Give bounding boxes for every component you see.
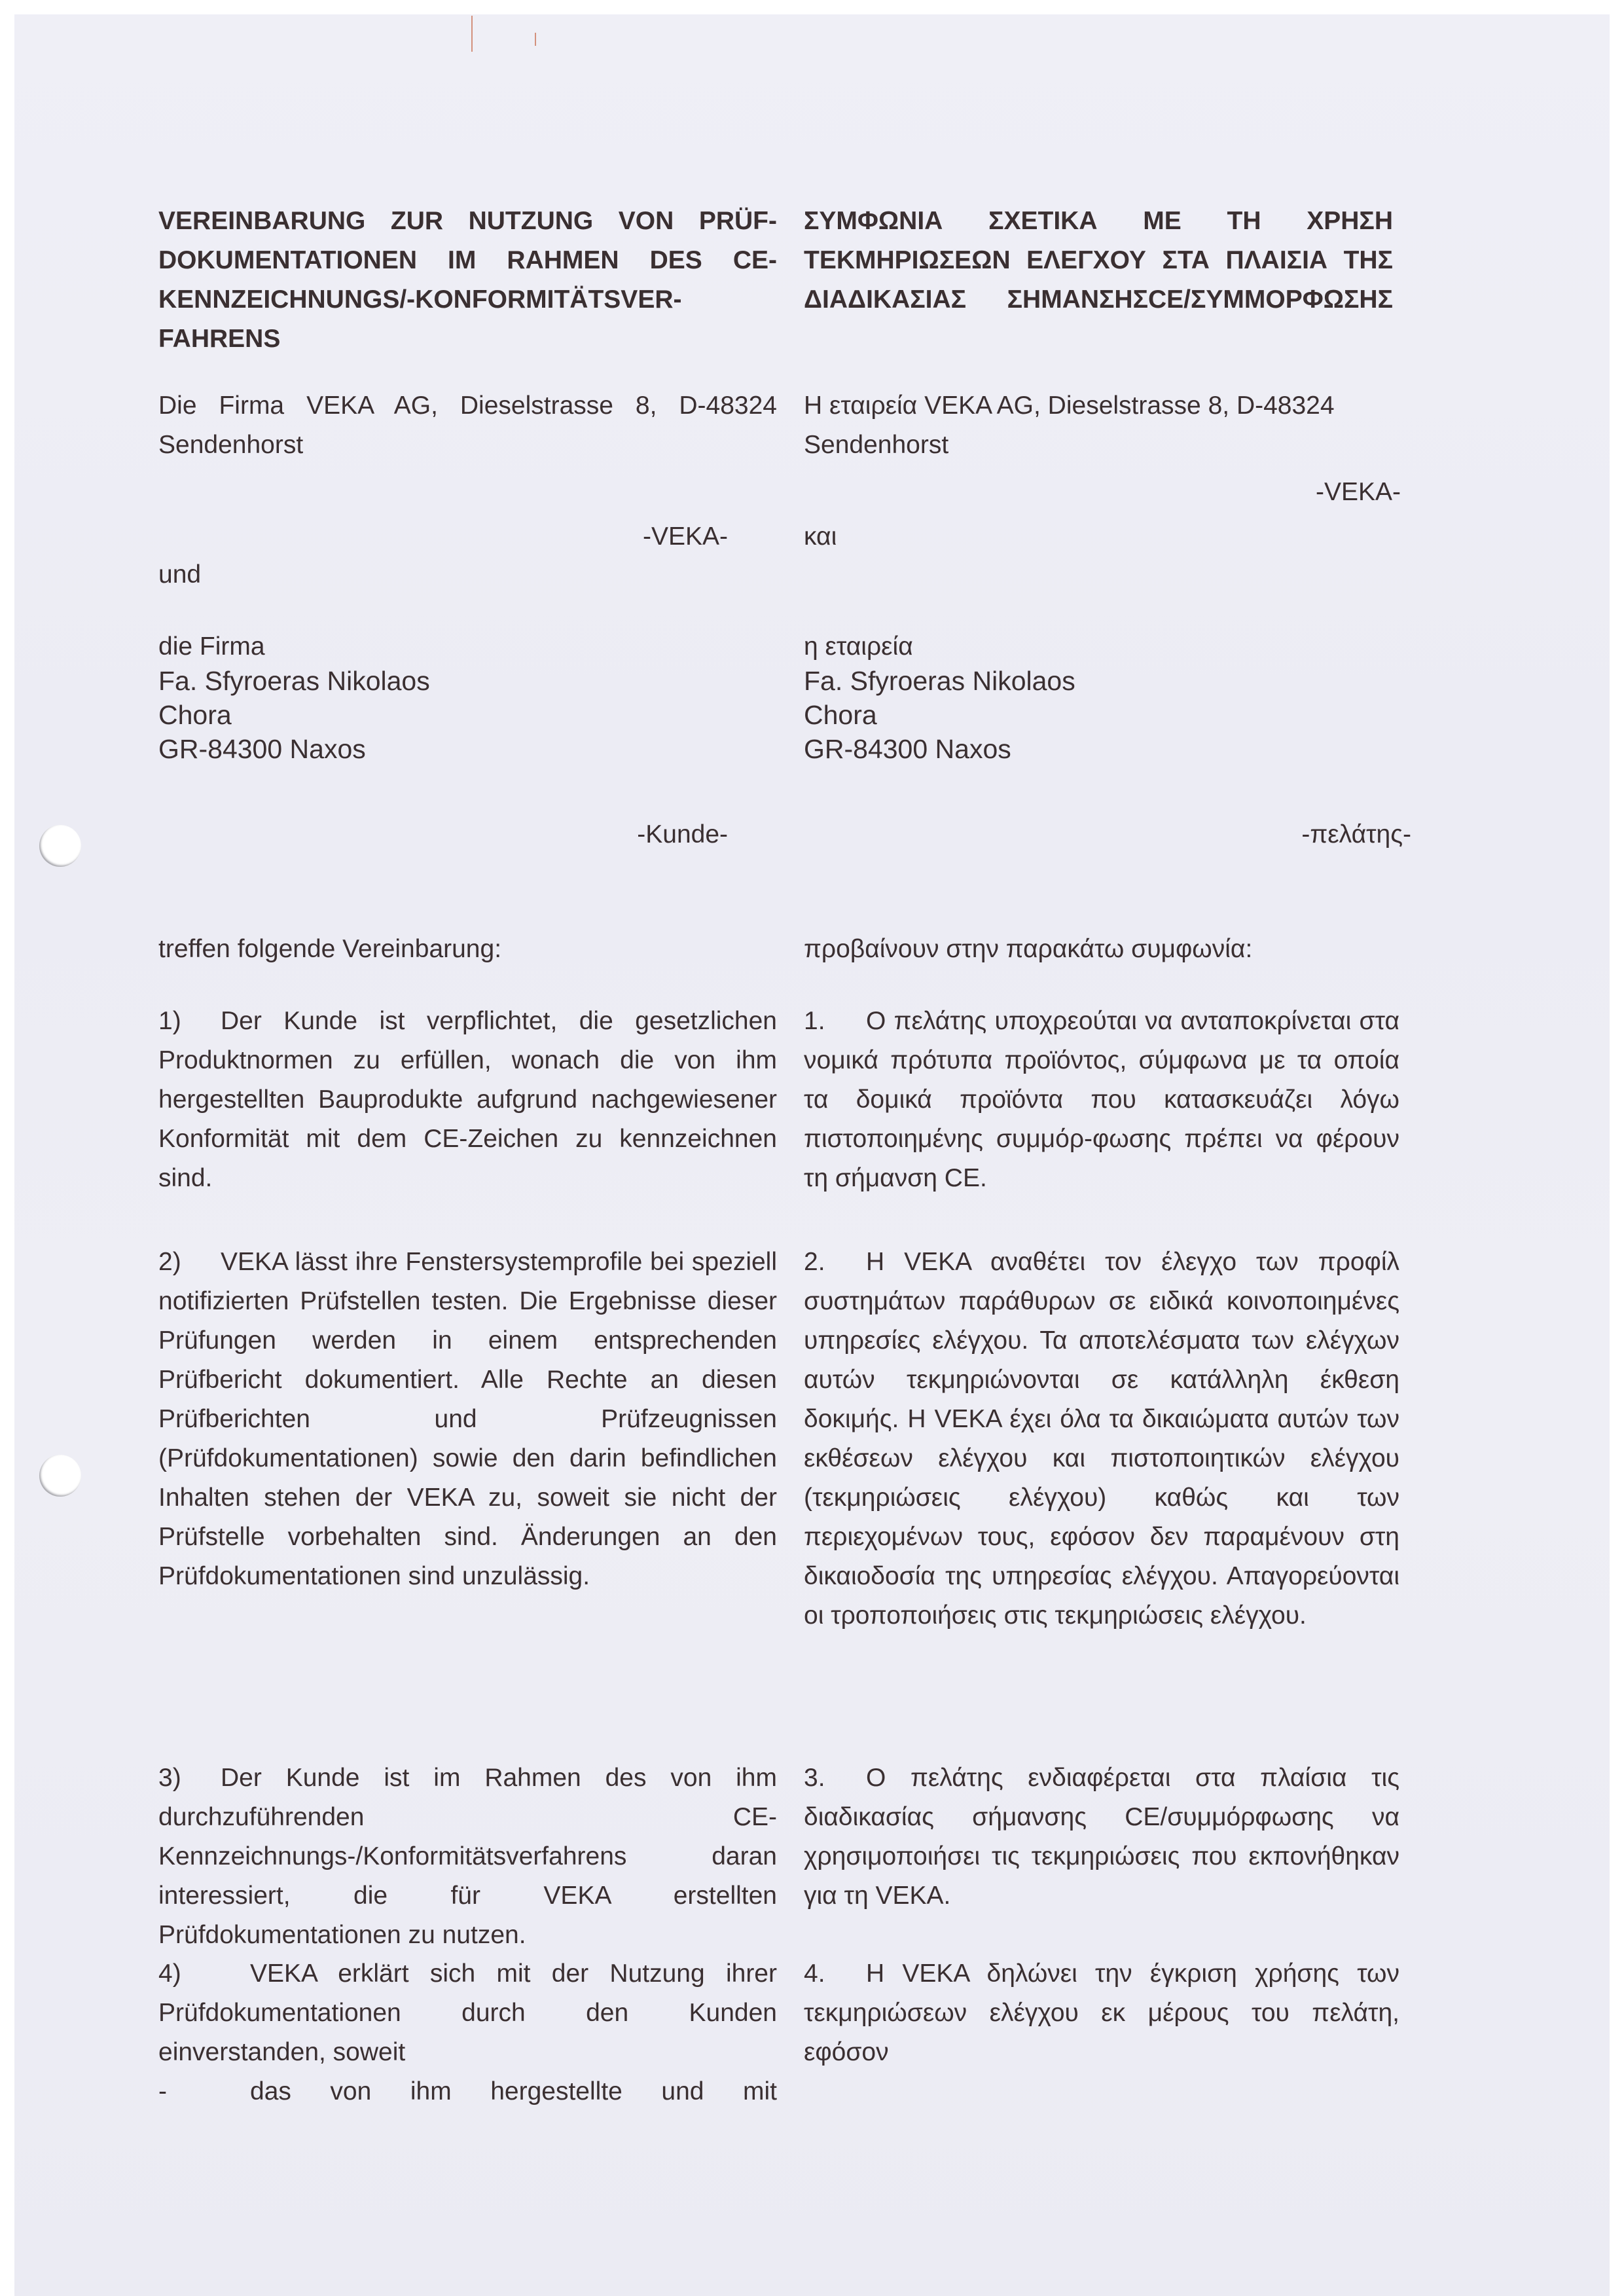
clause-number: 2. [804, 1248, 825, 1276]
greek-party2-city: Chora [804, 700, 877, 730]
greek-clause-1 [804, 1002, 1399, 1198]
clause-text: VEKA erklärt sich mit der Nutzung ihrer Prüfdokumentationen durch den Kunden einverstanden, soweit [158, 1959, 777, 2066]
clause-number: 4. [804, 1959, 825, 1988]
clause-text: Ο πελάτης ενδιαφέρεται στα πλαίσια τις διαδικασίας σήμανσης CE/συμμόρφωσης να χρησιμοποιήσει τις τεκμηριώσεις που εκπονήθηκαν για τη VEKA. [804, 1764, 1399, 1910]
german-party1 [158, 386, 777, 465]
clause-number: 1) [158, 1007, 181, 1035]
german-party2-city: Chora [158, 700, 232, 730]
german-clause-4-bullet [158, 2072, 777, 2111]
german-party2-role: -Kunde- [637, 820, 728, 848]
german-clause-1 [158, 1002, 777, 1198]
greek-party2-intro: η εταιρεία [804, 632, 913, 661]
clause-number: 3. [804, 1764, 825, 1792]
german-title [158, 202, 777, 359]
german-party2-name: Fa. Sfyroeras Nikolaos [158, 666, 430, 696]
german-party2-postal: GR-84300 Naxos [158, 734, 366, 764]
clause-text: Der Kunde ist im Rahmen des von ihm durchzuführenden CE-Kennzeichnungs-/Konformitätsverfahrens daran interessiert, die für VEKA erstellten Prüfdokumentationen zu nutzen. [158, 1764, 777, 1949]
clause-number: 3) [158, 1764, 181, 1792]
clause-number: 4) [158, 1959, 181, 1988]
german-clause-4 [158, 1954, 777, 2072]
scan-mark [535, 33, 536, 46]
german-party1-role: -VEKA- [642, 522, 728, 551]
clause-number: 1. [804, 1007, 825, 1035]
greek-title-line: ΤΕΚΜΗΡΙΩΣΕΩΝ ΕΛΕΓΧΟΥ ΣΤΑ ΠΛΑΙΣΙΑ ΤΗΣ [804, 246, 1393, 274]
scan-mark [471, 16, 473, 52]
greek-clause-4 [804, 1954, 1399, 2072]
greek-title-line: ΔΙΑΔΙΚΑΣΙΑΣ ΣΗΜΑΝΣΗΣCE/ΣΥΜΜΟΡΦΩΣΗΣ [804, 285, 1393, 314]
greek-party2 [804, 630, 1422, 766]
greek-party2-role: -πελάτης- [1301, 820, 1411, 848]
punch-hole-bottom [39, 1455, 81, 1497]
greek-connector: και [804, 522, 837, 551]
greek-party1-role: -VEKA- [1315, 478, 1401, 506]
german-title-line: VEREINBARUNG ZUR NUTZUNG VON PRÜF- [158, 207, 777, 235]
german-party1-address: Die Firma VEKA AG, Dieselstrasse 8, D-48324 [158, 392, 777, 420]
clause-text: Η VEKA δηλώνει την έγκριση χρήσης των τεκμηριώσεων ελέγχου εκ μέρους του πελάτη, εφόσον [804, 1959, 1399, 2066]
clause-number: 2) [158, 1248, 181, 1276]
german-connector: und [158, 560, 202, 589]
german-clause-3 [158, 1758, 777, 1955]
bullet-marker: - [158, 2077, 167, 2105]
greek-preamble: προβαίνουν στην παρακάτω συμφωνία: [804, 935, 1253, 963]
german-party1-city: Sendenhorst [158, 431, 304, 459]
german-preamble: treffen folgende Vereinbarung: [158, 935, 502, 963]
greek-clause-2 [804, 1243, 1399, 1635]
greek-party2-postal: GR-84300 Naxos [804, 734, 1011, 764]
greek-party1-address: Η εταιρεία VEKA AG, Dieselstrasse 8, D-48324 [804, 392, 1335, 420]
greek-title-line: ΣΥΜΦΩΝΙΑ ΣΧΕΤΙΚΑ ΜΕ ΤΗ ΧΡΗΣΗ [804, 207, 1393, 235]
german-party2 [158, 630, 777, 766]
clause-text: VEKA lässt ihre Fenstersystemprofile bei speziell notifizierten Prüfstellen testen. Die Ergebnisse dieser Prüfungen werden in einem entsprechenden Prüfbericht dokumentiert. Alle Rechte an diesen Prüfberichten und Prüfzeugnissen (Prüfdokumentationen) sowie den darin befindlichen Inhalten stehen der VEKA zu, soweit sie nicht der Prüfstelle vorbehalten sind. Änderungen an den Prüfdokumentationen sind unzulässig. [158, 1248, 777, 1590]
greek-party1 [804, 386, 1422, 465]
punch-hole-top [39, 825, 81, 867]
german-clause-2 [158, 1243, 777, 1596]
bullet-text: das von ihm hergestellte und mit [250, 2077, 777, 2105]
greek-party1-city: Sendenhorst [804, 431, 949, 459]
german-title-line: KENNZEICHNUNGS/-KONFORMITÄTSVER- [158, 285, 682, 314]
greek-clause-3 [804, 1758, 1399, 1916]
clause-text: Ο πελάτης υποχρεούται να ανταποκρίνεται στα νομικά πρότυπα προϊόντος, σύμφωνα με τα οποία τα δομικά προϊόντα που κατασκευάζει λόγω πιστοποιημένης συμμόρ-φωσης πρέπει να φέρουν τη σήμανση CE. [804, 1007, 1399, 1192]
german-title-line: DOKUMENTATIONEN IM RAHMEN DES CE- [158, 246, 777, 274]
greek-party2-name: Fa. Sfyroeras Nikolaos [804, 666, 1075, 696]
german-party2-intro: die Firma [158, 632, 265, 661]
german-title-line: FAHRENS [158, 325, 281, 353]
greek-title [804, 202, 1393, 319]
clause-text: Der Kunde ist verpflichtet, die gesetzlichen Produktnormen zu erfüllen, wonach die von ihm hergestellten Bauprodukte aufgrund nachgewiesener Konformität mit dem CE-Zeichen zu kennzeichnen sind. [158, 1007, 777, 1192]
clause-text: Η VEKA αναθέτει τον έλεγχο των προφίλ συστημάτων παράθυρων σε ειδικά κοινοποιημένες υπηρεσίες ελέγχου. Τα αποτελέσματα των ελέγχων αυτών τεκμηριώνονται σε κατάλληλη έκθεση δοκιμής. Η VEKA έχει όλα τα δικαιώματα αυτών των εκθέσεων ελέγχου και πιστοποιητικών ελέγχου (τεκμηριώσεις ελέγχου) καθώς και των περιεχομένων τους, εφόσον δεν παραμένουν στη δικαιοδοσία της υπηρεσίας ελέγχου. Απαγορεύονται οι τροποποιήσεις στις τεκμηριώσεις ελέγχου. [804, 1248, 1399, 1630]
